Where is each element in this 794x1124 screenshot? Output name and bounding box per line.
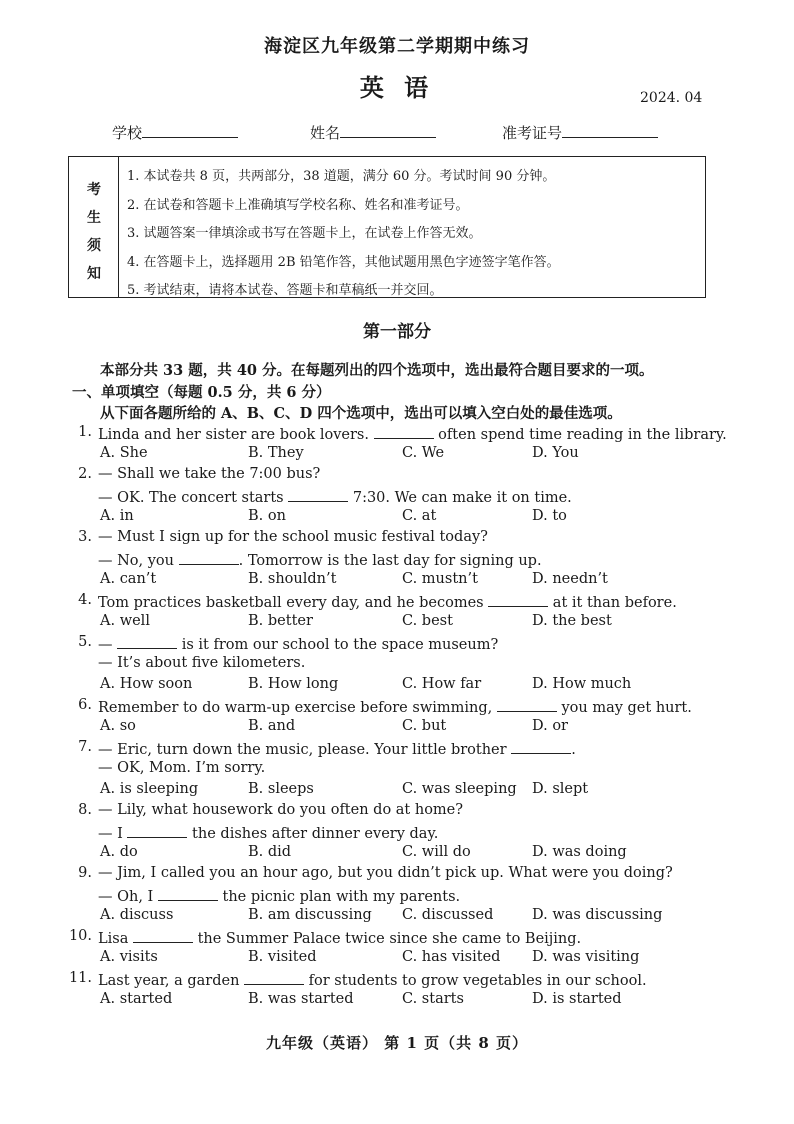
notice-rule: 3. 试题答案一律填涂或书写在答题卡上，在试卷上作答无效。 xyxy=(127,226,482,241)
notice-rule: 1. 本试卷共 8 页，共两部分，38 道题，满分 60 分。考试时间 90 分钟。 xyxy=(127,169,556,184)
answer-option: A. in xyxy=(100,508,134,524)
question-text xyxy=(98,760,265,776)
page-footer: 九年级（英语） 第 1 页（共 8 页） xyxy=(266,1034,528,1052)
answer-option: C. discussed xyxy=(402,907,494,923)
answer-blank xyxy=(244,970,304,985)
answer-option: A. visits xyxy=(100,949,158,965)
answer-option: A. She xyxy=(100,445,148,461)
notice-side-label xyxy=(69,157,119,297)
question-text-segment: at it than before. xyxy=(548,595,677,611)
question-text-segment: you may get hurt. xyxy=(556,700,692,716)
notice-rule: 4. 在答题卡上，选择题用 2B 铅笔作答，其他试题用黑色字迹签字笔作答。 xyxy=(127,254,560,270)
question-text-segment: Tom practices basketball every day, and he becomes xyxy=(98,595,489,611)
answer-option: B. They xyxy=(248,445,304,461)
question-text xyxy=(98,739,576,758)
info-field-label: 姓名 xyxy=(310,124,341,142)
answer-option: D. was doing xyxy=(532,844,627,860)
notice-side-char: 考 xyxy=(87,182,101,198)
question-text-segment: — Oh, I xyxy=(98,889,158,905)
answer-option: C. will do xyxy=(402,844,471,860)
answer-blank xyxy=(117,634,177,649)
answer-option: B. visited xyxy=(248,949,317,965)
answer-option: C. was sleeping xyxy=(402,781,517,797)
question-text xyxy=(98,529,488,545)
answer-option: C. has visited xyxy=(402,949,501,965)
answer-option: B. better xyxy=(248,613,313,629)
info-field-blank[interactable] xyxy=(340,123,436,138)
question-text xyxy=(98,592,677,611)
info-field xyxy=(502,122,658,143)
question-text xyxy=(98,823,438,842)
answer-option: B. on xyxy=(248,508,286,524)
question-text xyxy=(98,550,542,569)
question-text-segment: — Jim, I called you an hour ago, but you didn’t pick up. What were you doing? xyxy=(98,865,673,881)
info-field-label: 准考证号 xyxy=(502,124,563,142)
answer-option: D. was visiting xyxy=(532,949,640,965)
answer-option: D. slept xyxy=(532,781,589,797)
question-number: 2. xyxy=(78,466,92,482)
answer-option: B. and xyxy=(248,718,296,734)
answer-option: C. We xyxy=(402,445,445,461)
answer-option: B. was started xyxy=(248,991,354,1007)
answer-option: D. was discussing xyxy=(532,907,663,923)
question-text-segment: Remember to do warm-up exercise before swimming, xyxy=(98,700,497,716)
answer-option: D. to xyxy=(532,508,567,524)
answer-blank xyxy=(288,487,348,502)
question-text-segment: . xyxy=(571,742,576,758)
answer-option: B. sleeps xyxy=(248,781,314,797)
question-number: 5. xyxy=(78,634,92,650)
answer-option: C. best xyxy=(402,613,453,629)
answer-option: A. discuss xyxy=(100,907,174,923)
question-number: 6. xyxy=(78,697,92,713)
question-text-segment: 7:30. We can make it on time. xyxy=(348,490,572,506)
answer-option: A. so xyxy=(100,718,136,734)
part-title: 第一部分 xyxy=(363,322,431,342)
answer-option: A. do xyxy=(100,844,138,860)
answer-blank xyxy=(511,739,571,754)
question-text-segment: the picnic plan with my parents. xyxy=(217,889,461,905)
question-text xyxy=(98,886,460,905)
question-text-segment: — Must I sign up for the school music festival today? xyxy=(98,529,488,545)
notice-box xyxy=(68,156,706,298)
question-text-segment: for students to grow vegetables in our school. xyxy=(304,973,647,989)
question-text-segment: — It’s about five kilometers. xyxy=(98,655,306,671)
question-number: 8. xyxy=(78,802,92,818)
question-text-segment: — OK. The concert starts xyxy=(98,490,289,506)
answer-option: D. or xyxy=(532,718,568,734)
answer-blank xyxy=(127,823,187,838)
answer-blank xyxy=(497,697,557,712)
question-number: 1. xyxy=(78,424,92,440)
question-text xyxy=(98,802,463,818)
question-text xyxy=(98,634,498,653)
question-number: 4. xyxy=(78,592,92,608)
question-number: 9. xyxy=(78,865,92,881)
question-text-segment: Last year, a garden xyxy=(98,973,245,989)
answer-option: B. How long xyxy=(248,676,339,692)
question-text-segment: — Shall we take the 7:00 bus? xyxy=(98,466,321,482)
info-field xyxy=(112,122,238,143)
answer-option: B. shouldn’t xyxy=(248,571,337,587)
answer-option: D. You xyxy=(532,445,579,461)
answer-option: D. needn’t xyxy=(532,571,608,587)
answer-option: B. did xyxy=(248,844,292,860)
question-text xyxy=(98,865,673,881)
question-text xyxy=(98,487,572,506)
question-number: 3. xyxy=(78,529,92,545)
section-directions: 从下面各题所给的 A、B、C、D 四个选项中，选出可以填入空白处的最佳选项。 xyxy=(100,405,622,422)
answer-option: C. mustn’t xyxy=(402,571,478,587)
question-text-segment: is it from our school to the space museum? xyxy=(177,637,499,653)
section-heading: 一、单项填空（每题 0.5 分，共 6 分） xyxy=(72,384,331,401)
question-text-segment: — OK, Mom. I’m sorry. xyxy=(98,760,266,776)
answer-option: C. starts xyxy=(402,991,464,1007)
answer-option: C. How far xyxy=(402,676,482,692)
question-text xyxy=(98,928,581,947)
answer-option: A. started xyxy=(100,991,173,1007)
question-text-segment: Linda and her sister are book lovers. xyxy=(98,427,374,443)
answer-option: D. How much xyxy=(532,676,632,692)
question-text-segment: . Tomorrow is the last day for signing up. xyxy=(238,553,542,569)
exam-title: 海淀区九年级第二学期期中练习 xyxy=(264,36,530,57)
question-text-segment: — Eric, turn down the music, please. Your little brother xyxy=(98,742,512,758)
notice-rule: 2. 在试卷和答题卡上准确填写学校名称、姓名和准考证号。 xyxy=(127,197,469,213)
info-field xyxy=(310,122,436,143)
question-text xyxy=(98,424,727,443)
answer-option: A. can’t xyxy=(100,571,157,587)
answer-option: A. How soon xyxy=(100,676,193,692)
question-text-segment: — xyxy=(98,637,118,653)
answer-blank xyxy=(179,550,239,565)
question-text xyxy=(98,466,320,482)
subject-title: 英 语 xyxy=(359,73,435,102)
answer-option: C. at xyxy=(402,508,437,524)
notice-side-char: 须 xyxy=(87,238,101,254)
answer-option: D. the best xyxy=(532,613,612,629)
question-text-segment: — I xyxy=(98,826,128,842)
answer-blank xyxy=(374,424,434,439)
answer-option: B. am discussing xyxy=(248,907,372,923)
notice-rule: 5. 考试结束，请将本试卷、答题卡和草稿纸一并交回。 xyxy=(127,283,443,298)
question-number: 7. xyxy=(78,739,92,755)
part-intro: 本部分共 33 题，共 40 分。在每题列出的四个选项中，选出最符合题目要求的一项。 xyxy=(100,362,654,379)
answer-option: D. is started xyxy=(532,991,622,1007)
question-number: 11. xyxy=(68,970,92,986)
answer-blank xyxy=(158,886,218,901)
question-text-segment: often spend time reading in the library. xyxy=(433,427,727,443)
notice-side-char: 生 xyxy=(87,210,101,226)
question-text xyxy=(98,697,692,716)
info-field-blank[interactable] xyxy=(562,123,658,138)
question-text xyxy=(98,970,647,989)
notice-side-char: 知 xyxy=(87,266,101,282)
answer-option: A. is sleeping xyxy=(100,781,199,797)
question-text-segment: the dishes after dinner every day. xyxy=(187,826,439,842)
question-text-segment: — No, you xyxy=(98,553,179,569)
info-field-blank[interactable] xyxy=(142,123,238,138)
exam-date: 2024. 04 xyxy=(640,90,703,106)
question-text-segment: Lisa xyxy=(98,931,133,947)
info-field-label: 学校 xyxy=(112,124,143,142)
answer-option: A. well xyxy=(100,613,150,629)
answer-blank xyxy=(488,592,548,607)
question-text xyxy=(98,655,305,671)
question-text-segment: the Summer Palace twice since she came to Beijing. xyxy=(192,931,582,947)
answer-option: C. but xyxy=(402,718,447,734)
answer-blank xyxy=(133,928,193,943)
question-number: 10. xyxy=(68,928,92,944)
question-text-segment: — Lily, what housework do you often do at home? xyxy=(98,802,464,818)
